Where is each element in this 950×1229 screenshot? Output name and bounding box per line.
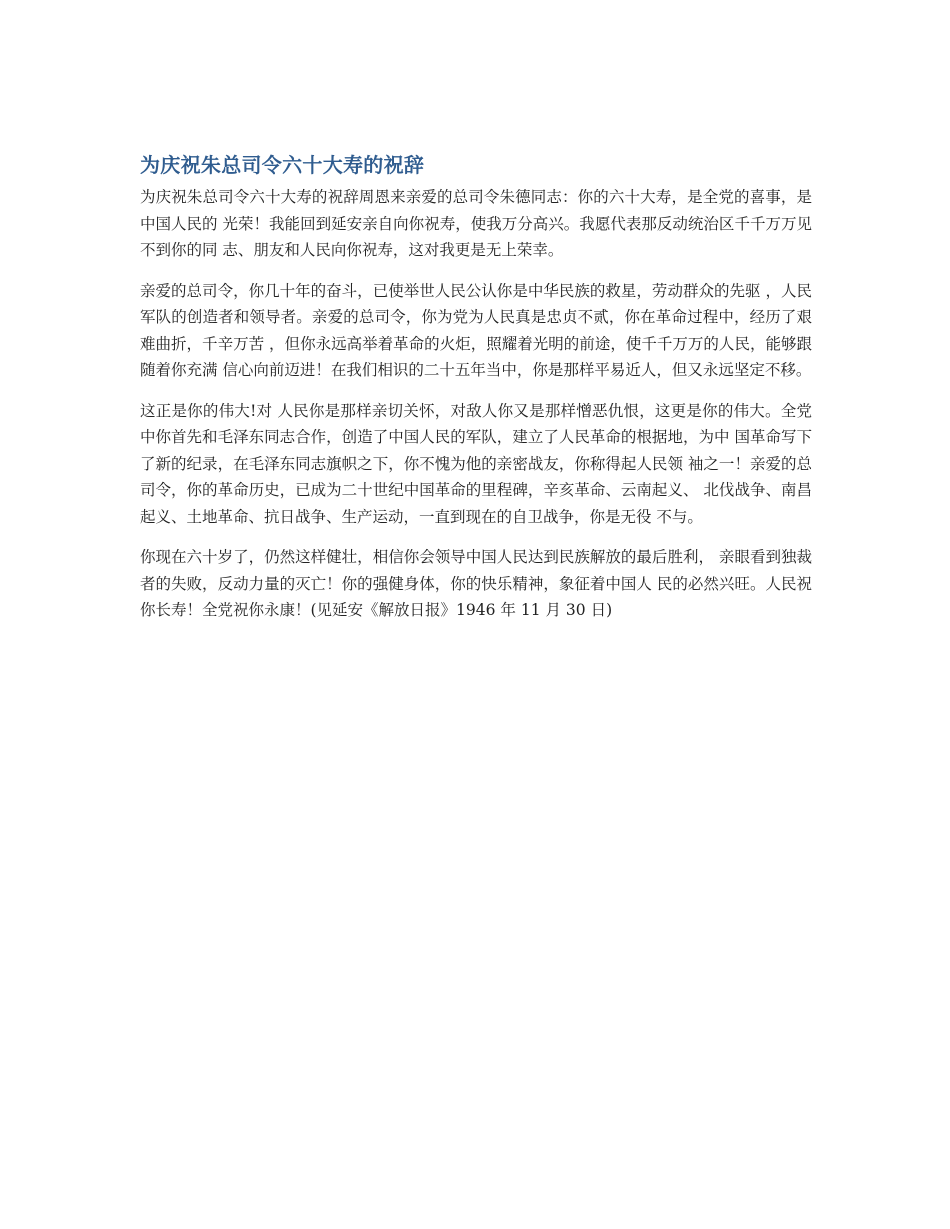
paragraph-4: 你现在六十岁了，仍然这样健壮，相信你会领导中国人民达到民族解放的最后胜利， 亲眼看到独裁者的失败，反动力量的灭亡！你的强健身体，你的快乐精神，象征着中国人 民的必然兴旺。人民祝你长寿！全党祝你永康！(见延安《解放日报》1946 年 11 月 30 日) [140, 548, 812, 619]
document-body [140, 150, 812, 638]
paragraph-1: 为庆祝朱总司令六十大寿的祝辞周恩来亲爱的总司令朱德同志：你的六十大寿，是全党的喜事，是中国人民的 光荣！我能回到延安亲自向你祝寿，使我万分高兴。我愿代表那反动统治区千千万万见不到你的同 志、朋友和人民向你祝寿，这对我更是无上荣幸。 [140, 188, 812, 259]
paragraph-3: 这正是你的伟大!对 人民你是那样亲切关怀，对敌人你又是那样憎恶仇恨，这更是你的伟大。全党中你首先和毛泽东同志合作，创造了中国人民的军队，建立了人民革命的根据地，为中 国革命写下了新的纪录，在毛泽东同志旗帜之下，你不愧为他的亲密战友，你称得起人民领 袖之一！亲爱的总司令，你的革命历史，已成为二十世纪中国革命的里程碑，辛亥革命、云南起义、 北伐战争、南昌起义、土地革命、抗日战争、生产运动，一直到现在的自卫战争，你是无役 不与。 [140, 401, 812, 526]
paragraph-2: 亲爱的总司令，你几十年的奋斗，已使举世人民公认你是中华民族的救星，劳动群众的先驱 ，人民军队的创造者和领导者。亲爱的总司令，你为党为人民真是忠贞不贰，你在革命过程中，经历了艰难曲折，千辛万苦 ，但你永远高举着革命的火炬，照耀着光明的前途，使千千万万的人民，能够跟随着你充满 信心向前迈进！在我们相识的二十五年当中，你是那样平易近人，但又永远坚定不移。 [140, 281, 812, 379]
document-title: 为庆祝朱总司令六十大寿的祝辞 [140, 153, 425, 177]
